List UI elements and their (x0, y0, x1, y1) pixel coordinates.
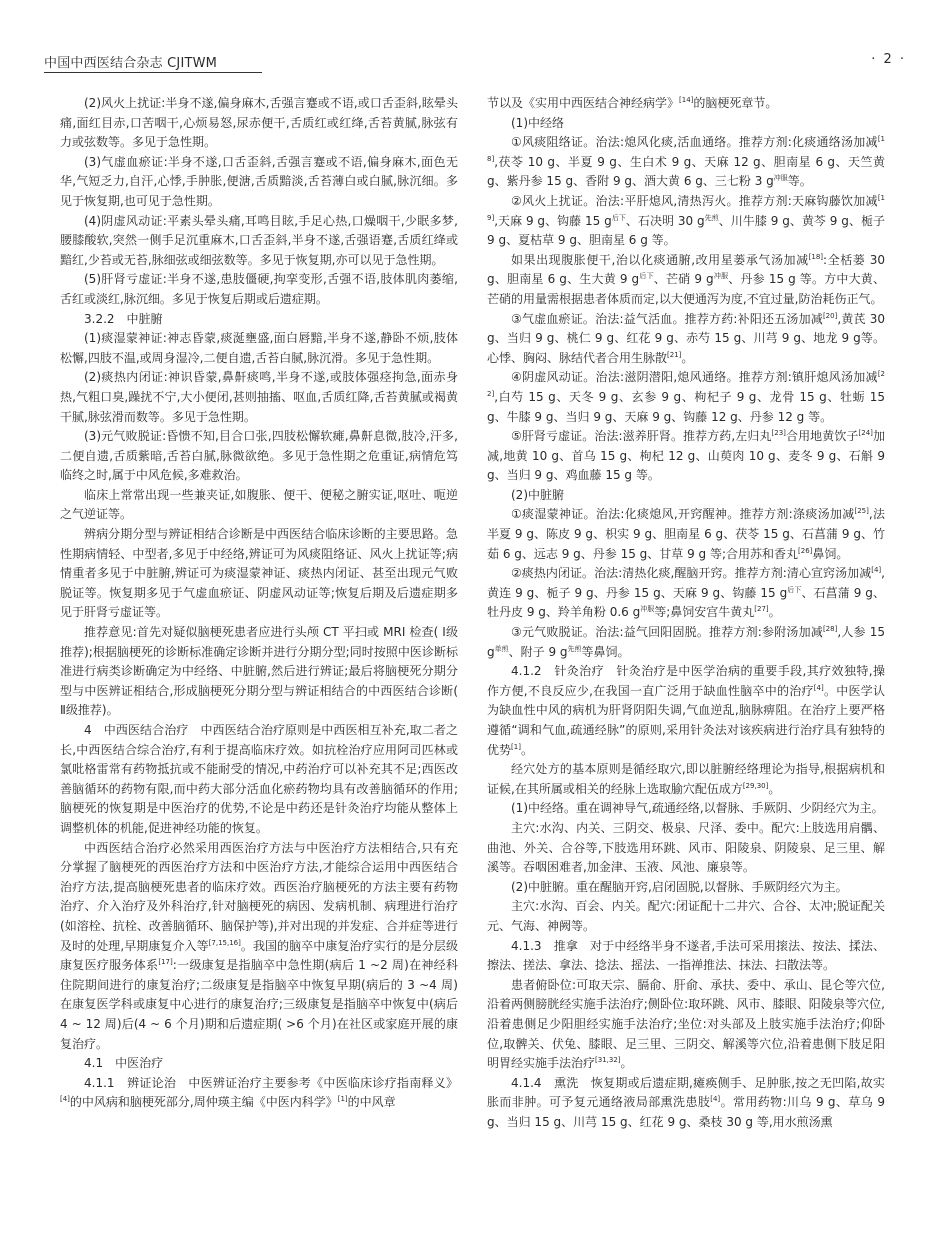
paragraph: ③气虚血瘀证。治法:益气活血。推荐方药:补阳还五汤加减[20],黄芪 30 g、当归 9 g、桃仁 9 g、红花 9 g、赤芍 15 g、川芎 9 g、地龙 9 g等。心悸、胸闷、脉结代者合用生脉散[21]。 (487, 311, 885, 365)
paragraph: 中西医结合治疗必然采用西医治疗方法与中医治疗方法相结合,只有充分掌握了脑梗死的西医治疗方法和中医治疗方法,才能综合运用中西医结合治疗方法,提高脑梗死患者的临床疗效。西医治疗脑梗死的方法主要有药物治疗、介入治疗及外科治疗,针对脑梗死的病因、发病机制、病理进行治疗(如溶栓、抗栓、改善脑循环、脑保护等),并对出现的并发症、合并症等进行及时的处理,早期康复介入等[7,15,16]。我国的脑卒中康复治疗实行的是分层级康复医疗服务体系[17]:一级康复是指脑卒中急性期(病后 1 ~2 周)在神经科住院期间进行的康复治疗;二级康复是指脑卒中恢复早期(病后的 3 ~4 周)在康复医学科或康复中心进行的康复治疗;三级康复是指脑卒中恢复中(病后 4 ~ 12 周)后(4 ~ 6 个月)期和后遗症期( >6 个月)在社区或家庭开展的康复治疗。 (60, 840, 458, 1051)
superscript-note: [1] (337, 1095, 348, 1104)
page-number: · 2 · (871, 52, 906, 67)
right-column (487, 94, 885, 1132)
superscript-note: [26] (798, 546, 813, 555)
paragraph: ②风火上扰证。治法:平肝熄风,清热泻火。推荐方剂:天麻钩藤饮加减[19],天麻 9 g、钩藤 15 $g^{后下}$、石决明 30 $g^{先煎}$、川牛膝 9 g、黄芩 9 g、栀子 9 g、夏枯草 9 g、胆南星 6 g 等。 (487, 193, 886, 248)
paragraph: 4 中西医结合治疗 中西医结合治疗原则是中西医相互补充,取二者之长,中西医结合综合治疗,有利于提高临床疗效。如抗栓治疗应用阿司匹林或氯吡格雷常有药物抵抗或不能耐受的情况,中药治疗可以补充其不足;西医改善脑循环的药物有限,而中药大部分活血化瘀药物均具有改善脑循环的作用;脑梗死的恢复期是中医治疗的优势,不论是中药还是针灸治疗均能从整体上调整机体的机能,促进神经功能的恢复。 (60, 723, 458, 835)
paragraph: 如果出现腹胀便干,治以化痰通腑,改用星蒌承气汤加减[18]:全栝蒌 30 g、胆南星 6 g、生大黄 9 $g^{后下}$、芒硝 9 $g^{冲服}$、丹参 15 g 等。方中大黄、芒硝的用量需根据患者体质而定,以大便通泻为度,不宜过量,防治耗伤正气。 (487, 252, 886, 306)
paragraph: (1)痰湿蒙神证:神志昏蒙,痰涎壅盛,面白唇黯,半身不遂,静卧不烦,肢体松懈,四肢不温,或周身湿冷,二便自遗,舌苔白腻,脉沉滑。多见于急性期。 (60, 331, 458, 365)
paragraph: 推荐意见:首先对疑似脑梗死患者应进行头颅 CT 平扫或 MRI 检查( Ⅰ级推荐);根据脑梗死的诊断标准确定诊断并进行分期分型;同时按照中医诊断标准进行病类诊断确定为中经络、中脏腑,然后进行辨证;最后将脑梗死分期分型与中医辨证相结合,形成脑梗死分期分型与辨证相结合的中西医结合诊断( Ⅱ级推荐)。 (60, 625, 458, 718)
superscript-note: [4] (813, 683, 824, 692)
superscript-note: 后下 (611, 213, 626, 222)
superscript-note: 冲服 (713, 272, 729, 281)
superscript-note: [7,15,16] (208, 938, 241, 947)
paragraph: (5)肝肾亏虚证:半身不遂,患肢僵硬,拘挛变形,舌强不语,肢体肌肉萎缩,舌红或淡红,脉沉细。多见于恢复后期或后遗症期。 (60, 272, 458, 306)
paragraph: (3)元气败脱证:昏愦不知,目合口张,四肢松懈软瘫,鼻鼾息微,肢冷,汗多,二便自遗,舌质紫暗,舌苔白腻,脉微欲绝。多见于急性期之危重证,病情危笃临终之时,属于中风危候,多难救治。 (60, 429, 458, 483)
left-column (60, 94, 458, 1113)
page-header (44, 52, 906, 74)
paragraph: ②痰热内闭证。治法:清热化痰,醒脑开窍。推荐方剂:清心宣窍汤加减[4],黄连 9 g、栀子 9 g、丹参 15 g、天麻 9 g、钩藤 15 $g^{后下}$、石菖蒲 9 g、牡丹皮 9 g、羚羊角粉 0.6 $g^{冲服}$等;鼻饲安宫牛黄丸[27]。 (487, 566, 885, 620)
superscript-note: [4] (871, 566, 882, 575)
superscript-note: [1] (511, 742, 521, 751)
superscript-note: [4] (60, 1095, 70, 1104)
superscript-note: [19] (487, 193, 885, 222)
superscript-note: [24] (858, 429, 873, 438)
paragraph: ⑤肝肾亏虚证。治法:滋养肝肾。推荐方药,左归丸[23]合用地黄饮子[24]加减,地黄 10 g、首乌 15 g、枸杞 12 g、山萸肉 10 g、麦冬 9 g、石斛 9 g、当归 9 g、鸡血藤 15 g 等。 (487, 429, 885, 483)
paragraph: (2)中脏腑。重在醒脑开窍,启闭固脱,以督脉、手厥阴经穴为主。 (511, 879, 848, 894)
header-rule (44, 72, 262, 73)
superscript-note: [22] (487, 370, 885, 398)
superscript-note: [31,32] (595, 1056, 621, 1065)
superscript-note: 先煎 (567, 644, 582, 653)
section-heading: (1)中经络 (511, 115, 564, 130)
paragraph: (1)中经络。重在调神导气,疏通经络,以督脉、手厥阴、少阴经穴为主。 (511, 801, 884, 816)
superscript-note: 后下 (639, 272, 654, 281)
paragraph: (2)痰热内闭证:神识昏蒙,鼻鼾痰鸣,半身不遂,或肢体强痉拘急,面赤身热,气粗口臭,躁扰不宁,大小便闭,甚则抽搐、呕血,舌质红降,舌苔黄腻或褐黄干腻,脉弦滑而数等。多见于急性期。 (60, 370, 458, 424)
paragraph: 经穴处方的基本原则是循经取穴,即以脏腑经络理论为指导,根据病机和证候,在其所属或相关的经脉上选取腧穴配伍成方[29,30]。 (487, 762, 885, 796)
superscript-note: [28] (822, 625, 838, 634)
superscript-note: [18] (487, 135, 885, 163)
paragraph: 4.1.4 熏洗 恢复期或后遗症期,瘫痪侧手、足肿胀,按之无凹陷,故实胀而非肿。可予复元通络液局部熏洗患肢[4]。常用药物:川乌 9 g、草乌 9 g、当归 15 g、川芎 15 g、红花 9 g、桑枝 30 g 等,用水煎汤熏 (487, 1075, 885, 1129)
paragraph: 主穴:水沟、百会、内关。配穴:闭证配十二井穴、合谷、太冲;脱证配关元、气海、神阙等。 (487, 899, 885, 933)
superscript-note: [29,30] (742, 781, 769, 790)
paragraph: 患者俯卧位:可取天宗、膈俞、肝俞、承扶、委中、承山、昆仑等穴位,沿着两侧膀胱经实施手法治疗;侧卧位:取环跳、风市、膝眼、阳陵泉等穴位,沿着患侧足少阳胆经实施手法治疗;坐位:对头部及上肢实施手法治疗;仰卧位,取髀关、伏兔、膝眼、足三里、三阴交、解溪等穴位,沿着患侧下肢足阳明胃经实施手法治疗[31,32]。 (487, 977, 885, 1071)
superscript-note: [25] (854, 507, 869, 516)
journal-title: 中国中西医结合杂志 CJITWM (44, 56, 218, 71)
paragraph: ①风痰阻络证。治法:熄风化痰,活血通络。推荐方剂:化痰通络汤加减[18],茯苓 10 g、半夏 9 g、生白术 9 g、天麻 12 g、胆南星 6 g、天竺黄 g、紫丹参 15 g、香附 9 g、酒大黄 6 g、三七粉 3 $g^{冲服}$等。 (487, 135, 885, 189)
superscript-note: 后下 (787, 585, 802, 594)
superscript-note: 单煎 (494, 644, 509, 653)
paragraph: 临床上常常出现一些兼夹证,如腹胀、便干、便秘之腑实证,呕吐、呃逆之气逆证等。 (60, 487, 458, 522)
section-heading: (2)中脏腑 (511, 487, 564, 502)
paragraph: ③元气败脱证。治法:益气回阳固脱。推荐方剂:参附汤加减[28],人参 15 $g^{单煎}$、附子 9 $g^{先煎}$等鼻饲。 (487, 625, 885, 659)
superscript-note: [18] (808, 252, 824, 261)
paragraph: 主穴:水沟、内关、三阴交、极泉、尺泽、委中。配穴:上肢选用肩髃、曲池、外关、合谷等,下肢选用环跳、风市、阳陵泉、阴陵泉、足三里、解溪等。吞咽困难者,加金津、玉液、风池、廉泉等。 (487, 820, 885, 875)
superscript-note: 先煎 (704, 213, 719, 222)
paragraph: 辨病分期分型与辨证相结合诊断是中西医结合临床诊断的主要思路。急性期病情轻、中型者,多见于中经络,辨证可为风痰阻络证、风火上扰证等;病情重者多见于中脏腑,辨证可为痰湿蒙神证、痰热内闭证、甚至出现元气败脱证等。恢复期多见于气虚血瘀证、阴虚风动证等;恢复后期及后遗症期多见于肝肾亏虚证等。 (60, 527, 458, 620)
superscript-note: [4] (710, 1095, 721, 1104)
superscript-note: [27] (754, 605, 769, 614)
paragraph: ④阴虚风动证。治法:滋阴潜阳,熄风通络。推荐方剂:镇肝熄风汤加减[22],白芍 15 g、天冬 9 g、玄参 9 g、枸杞子 9 g、龙骨 15 g、牡蛎 15 g、牛膝 9 g、当归 9 g、天麻 9 g、钩藤 12 g、丹参 12 g 等。 (487, 370, 885, 424)
paragraph: 4.1.3 推拿 对于中经络半身不遂者,手法可采用㨰法、按法、揉法、擦法、搓法、拿法、捻法、摇法、一指禅推法、抹法、扫散法等。 (487, 938, 885, 973)
superscript-note: [21] (667, 350, 682, 359)
superscript-note: [23] (771, 429, 786, 438)
superscript-note: 冲服 (640, 605, 655, 614)
section-heading: 3.2.2 中脏腑 (84, 311, 163, 326)
superscript-note: [17] (158, 958, 173, 967)
paragraph: (2)风火上扰证:半身不遂,偏身麻木,舌强言蹇或不语,或口舌歪斜,眩晕头痛,面红目赤,口苦咽干,心烦易怒,尿赤便干,舌质红或红绛,舌苔黄腻,脉弦有力或弦数等。多见于急性期。 (60, 96, 458, 150)
paragraph: (3)气虚血瘀证:半身不遂,口舌歪斜,舌强言蹇或不语,偏身麻木,面色无华,气短乏力,自汗,心悸,手肿胀,便溏,舌质黯淡,舌苔薄白或白腻,脉沉细。多见于恢复期,也可见于急性期。 (60, 154, 458, 208)
superscript-note: [20] (822, 311, 838, 320)
paragraph: 节以及《实用中西医结合神经病学》[14]的脑梗死章节。 (487, 96, 778, 110)
superscript-note: [14] (679, 96, 694, 104)
paragraph: 4.1.1 辨证论治 中医辨证治疗主要参考《中医临床诊疗指南释义》[4]的中风病和脑梗死部分,周仲瑛主编《中医内科学》[1]的中风章 (60, 1075, 458, 1110)
paragraph: 4.1.2 针灸治疗 针灸治疗是中医学治病的重要手段,其疗效独特,操作方便,不良反应少,在我国一直广泛用于缺血性脑卒中的治疗[4]。中医学认为缺血性中风的病机为肝肾阴阳失调,气血逆乱,脑脉痹阻。在治疗上要严格遵循“调和气血,疏通经脉”的原则,采用针灸法对该疾病进行治疗具有独特的优势[1]。 (487, 664, 885, 757)
paragraph: (4)阴虚风动证:平素头晕头痛,耳鸣目眩,手足心热,口燥咽干,少眠多梦,腰膝酸软,突然一侧手足沉重麻木,口舌歪斜,半身不遂,舌强语蹇,舌质红绛或黯红,少苔或无苔,脉细弦或细弦数等。多见于恢复期,亦可以见于急性期。 (60, 213, 458, 267)
section-heading: 4.1 中医治疗 (84, 1056, 164, 1071)
superscript-note: 冲服 (773, 174, 788, 183)
paragraph: ①痰湿蒙神证。治法:化痰熄风,开窍醒神。推荐方剂:涤痰汤加减[25],法半夏 9 g、陈皮 9 g、枳实 9 g、胆南星 6 g、茯苓 15 g、石菖蒲 9 g、竹茹 6 g、远志 9 g、丹参 15 g、甘草 9 g 等;合用苏和香丸[26]鼻饲。 (487, 507, 885, 561)
